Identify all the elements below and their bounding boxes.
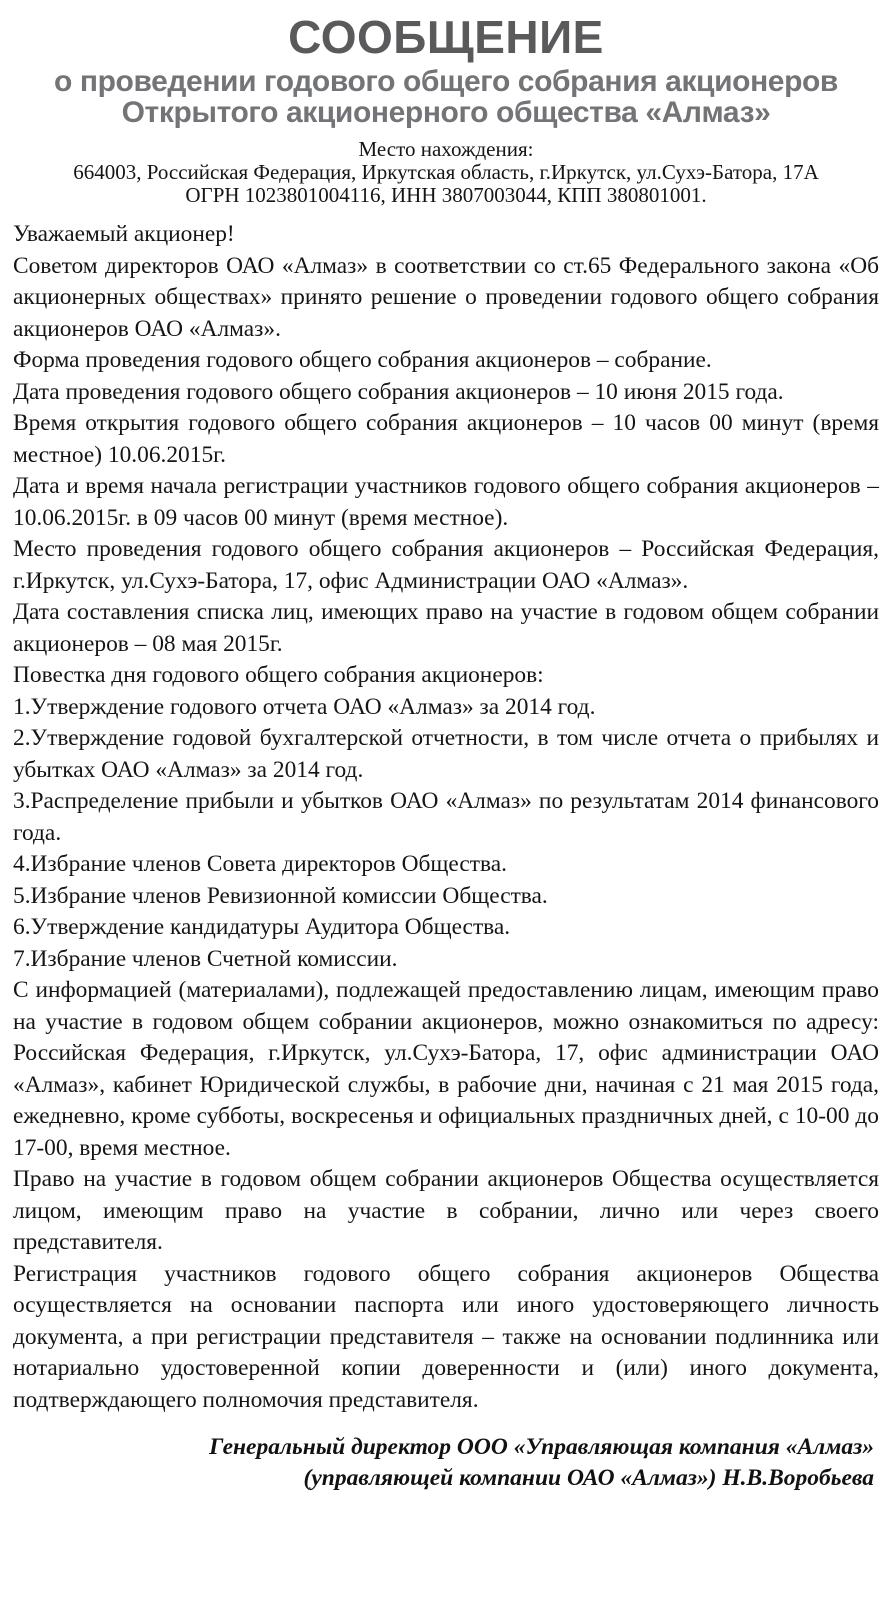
registration-line: ОГРН 1023801004116, ИНН 3807003044, КПП 380801001. xyxy=(185,183,707,207)
paragraph: Дата составления списка лиц, имеющих право на участие в годовом общем собрании акционеров – 08 мая 2015г. xyxy=(13,599,879,657)
document-body xyxy=(13,219,879,1416)
address-line: 664003, Российская Федерация, Иркутская область, г.Иркутск, ул.Сухэ-Батора, 17А xyxy=(73,160,819,184)
location-label: Место нахождения: xyxy=(358,137,534,161)
company-location-block xyxy=(13,138,879,207)
signature-line-1: Генеральный директор ООО «Управляющая компания «Алмаз» xyxy=(209,1434,874,1460)
paragraph: Время открытия годового общего собрания акционеров – 10 часов 00 минут (время местное) 10.06.2015г. xyxy=(13,410,879,468)
paragraph: 7.Избрание членов Счетной комиссии. xyxy=(13,945,398,972)
paragraph: Регистрация участников годового общего собрания акционеров Общества осуществляется на основании паспорта или иного удостоверяющего личность документа, а при регистрации представителя – также на основании подлинника или нотариально удостоверенной копии доверенности и (или) иного документа, подтверждающего полномочия представителя. xyxy=(13,1260,879,1413)
paragraph: Дата проведения годового общего собрания акционеров – 10 июня 2015 года. xyxy=(13,378,784,405)
signature-line-2: (управляющей компании ОАО «Алмаз») Н.В.Воробьева xyxy=(303,1465,874,1491)
paragraph: 3.Распределение прибыли и убытков ОАО «Алмаз» по результатам 2014 финансового года. xyxy=(13,788,879,846)
paragraph: 1.Утверждение годового отчета ОАО «Алмаз» за 2014 год. xyxy=(13,693,596,720)
subtitle-line-2: Открытого акционерного общества «Алмаз» xyxy=(121,96,771,129)
signature-block xyxy=(13,1432,879,1494)
paragraph: Дата и время начала регистрации участников годового общего собрания акционеров – 10.06.2015г. в 09 часов 00 минут (время местное). xyxy=(13,473,879,531)
paragraph: Форма проведения годового общего собрания акционеров – собрание. xyxy=(13,347,712,373)
paragraph: 6.Утверждение кандидатуры Аудитора Общества. xyxy=(13,914,511,940)
document-subtitle xyxy=(13,66,879,128)
paragraph: С информацией (материалами), подлежащей предоставлению лицам, имеющим право на участие в годовом общем собрании акционеров, можно ознакомиться по адресу: Российская Федерация, г.Иркутск, ул.Сухэ-Батора, 17, офис администрации ОАО «Алмаз», кабинет Юридической службы, в рабочие дни, начиная с 21 мая 2015 года, ежедневно, кроме субботы, воскресенья и официальных праздничных дней, с 10-00 до 17-00, время местное. xyxy=(13,977,879,1161)
paragraph: Повестка дня годового общего собрания акционеров: xyxy=(13,662,544,688)
paragraph: Уважаемый акционер! xyxy=(13,221,235,247)
paragraph: 5.Избрание членов Ревизионной комиссии Общества. xyxy=(13,882,548,909)
document-title: СООБЩЕНИЕ xyxy=(288,11,604,63)
paragraph: 2.Утверждение годовой бухгалтерской отчетности, в том числе отчета о прибылях и убытках ОАО «Алмаз» за 2014 год. xyxy=(13,725,879,783)
paragraph: 4.Избрание членов Совета директоров Общества. xyxy=(13,851,507,877)
paragraph: Советом директоров ОАО «Алмаз» в соответствии со ст.65 Федерального закона «Об акционерных обществах» принято решение о проведении годового общего собрания акционеров ОАО «Алмаз». xyxy=(13,252,879,342)
subtitle-line-1: о проведении годового общего собрания акционеров xyxy=(54,65,838,98)
paragraph: Место проведения годового общего собрания акционеров – Российская Федерация, г.Иркутск, ул.Сухэ-Батора, 17, офис Администрации ОАО «Алмаз». xyxy=(13,536,879,594)
paragraph: Право на участие в годовом общем собрании акционеров Общества осуществляется лицом, имеющим право на участие в собрании, лично или через своего представителя. xyxy=(13,1166,879,1255)
